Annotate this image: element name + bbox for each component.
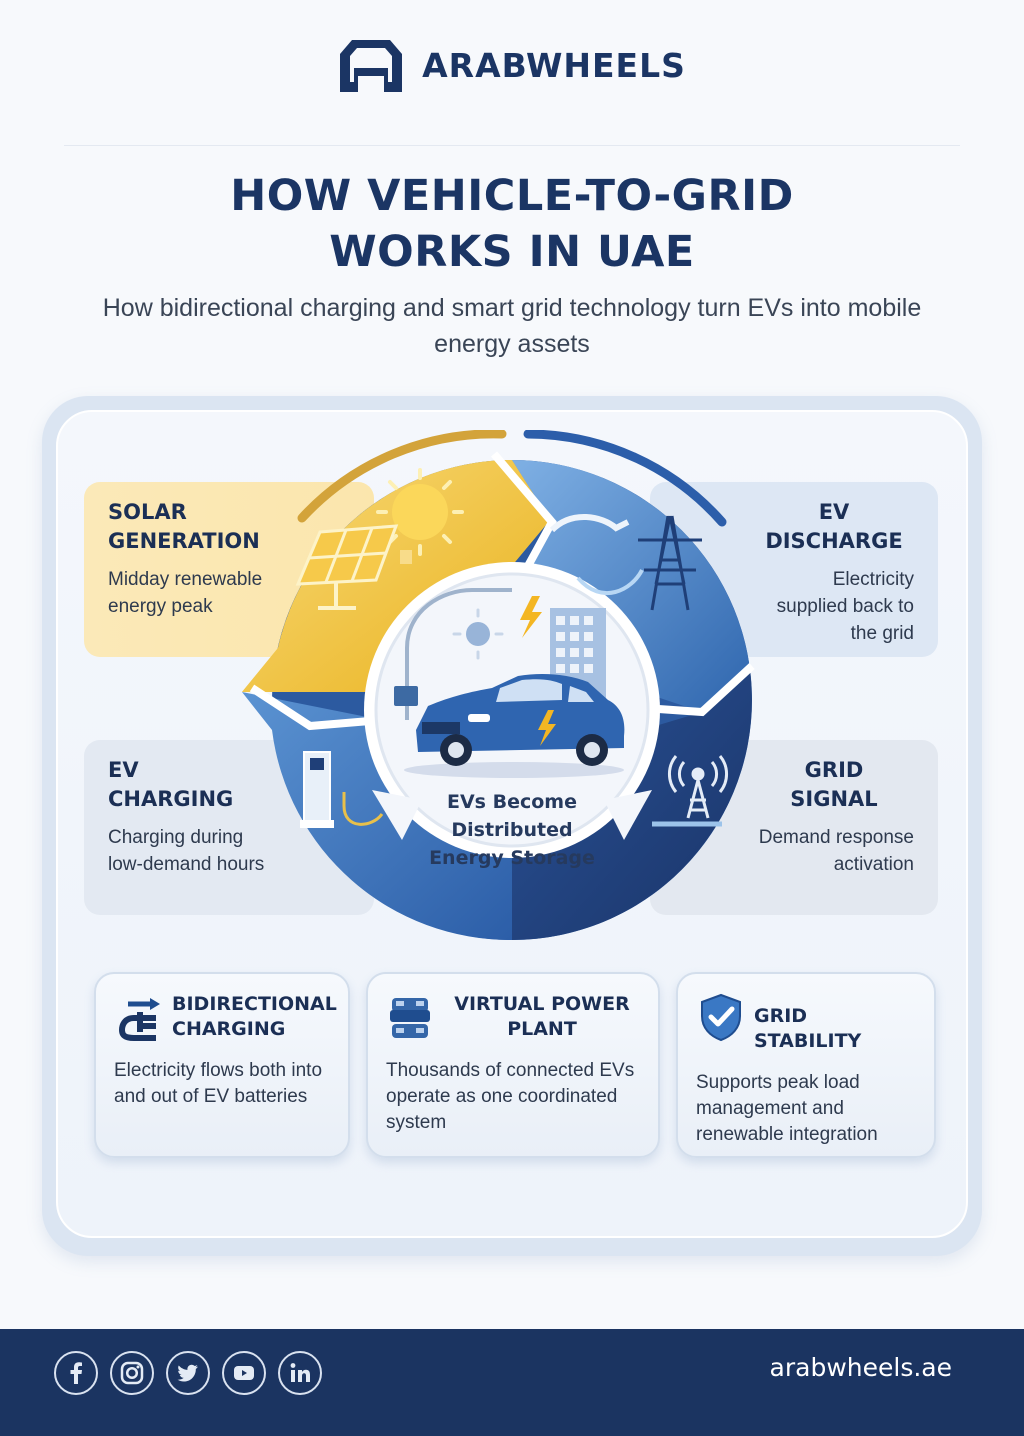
page-subtitle: How bidirectional charging and smart grid technology turn EVs into mobile energy assets (102, 294, 922, 358)
facebook-icon[interactable] (54, 1351, 98, 1395)
youtube-icon[interactable] (222, 1351, 266, 1395)
brand-logo[interactable] (338, 38, 686, 94)
feature-title: GRID STABILITY (754, 1005, 862, 1052)
step-title: SOLAR GENERATION (108, 500, 260, 553)
step-desc: Electricity supplied back to the grid (776, 569, 914, 644)
step-desc: Midday renewable energy peak (108, 569, 263, 617)
website-link[interactable]: arabwheels.ae (769, 1353, 952, 1382)
step-title: GRID SIGNAL (790, 758, 878, 811)
title-line-2: WORKS IN UAE (329, 227, 695, 277)
step-desc: Demand response activation (758, 827, 914, 875)
v2g-cycle-diagram (232, 430, 792, 950)
linkedin-icon[interactable] (278, 1351, 322, 1395)
footer (0, 1329, 1024, 1436)
shield-check-icon (696, 992, 746, 1042)
bidirectional-arrows-icon (114, 992, 164, 1042)
stacked-cars-icon (386, 992, 436, 1042)
house-logo-icon (338, 38, 404, 94)
page-title (0, 168, 1024, 280)
feature-card-virtual-power-plant (366, 972, 660, 1158)
header (0, 0, 1024, 145)
feature-title: BIDIRECTIONAL CHARGING (172, 993, 337, 1040)
brand-name: ARABWHEELS (422, 46, 686, 85)
social-links (54, 1351, 322, 1395)
feature-desc: Supports peak load management and renewable integration (696, 1072, 878, 1145)
feature-card-grid-stability (676, 972, 936, 1158)
feature-desc: Electricity flows both into and out of EV batteries (114, 1060, 323, 1107)
instagram-icon[interactable] (110, 1351, 154, 1395)
feature-card-bidirectional-charging (94, 972, 350, 1158)
step-desc: Charging during low-demand hours (108, 827, 265, 875)
feature-desc: Thousands of connected EVs operate as one coordinated system (386, 1060, 635, 1133)
center-label: EVs Become Distributed Energy Storage (429, 791, 595, 869)
title-line-1: HOW VEHICLE-TO-GRID (230, 171, 794, 221)
step-title: EV CHARGING (108, 758, 234, 811)
step-title: EV DISCHARGE (765, 500, 903, 553)
feature-title: VIRTUAL POWER PLANT (454, 993, 630, 1040)
header-divider (64, 145, 960, 146)
twitter-icon[interactable] (166, 1351, 210, 1395)
